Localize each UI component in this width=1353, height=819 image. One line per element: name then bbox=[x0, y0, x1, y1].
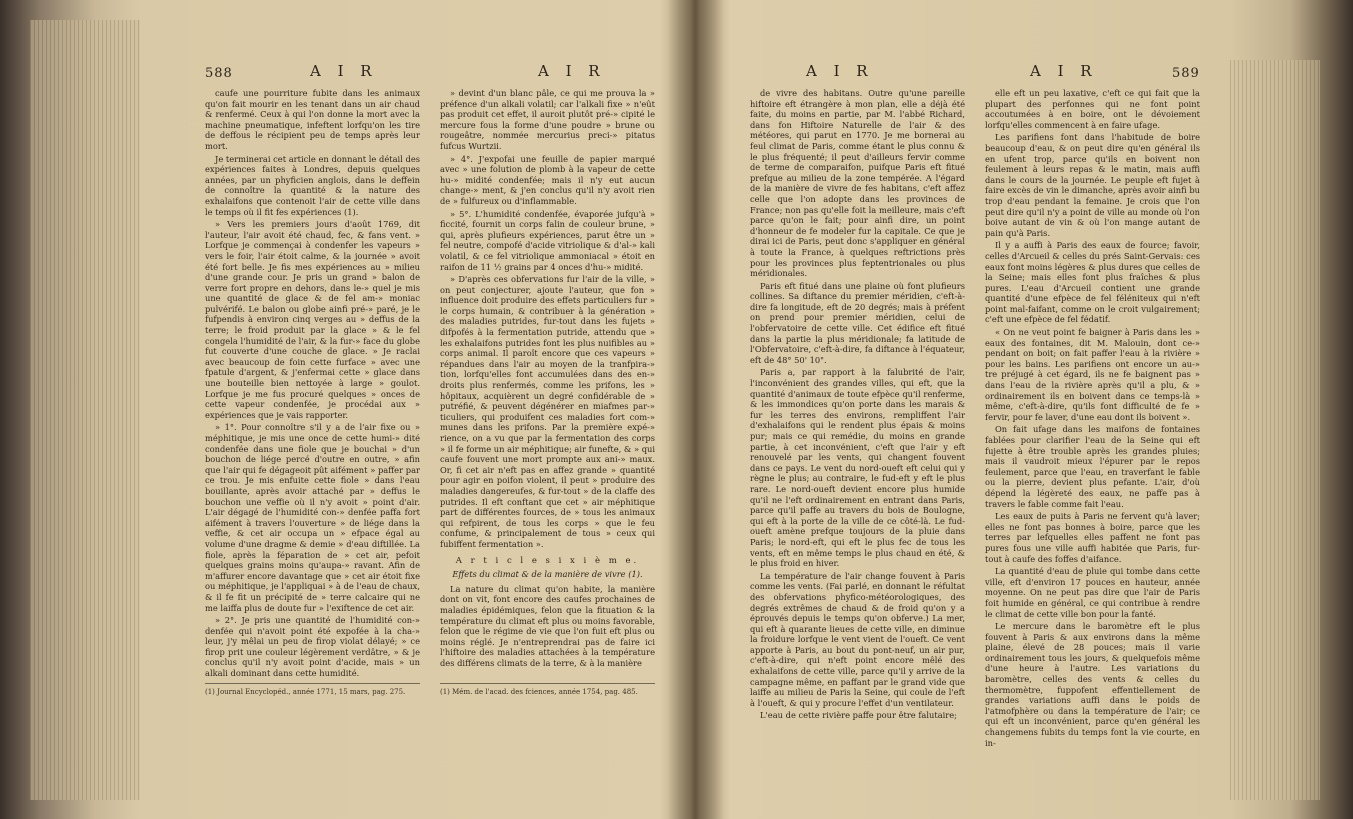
footnote-left: (1) Journal Encyclopéd., année 1771, 15 mars, pag. 275. bbox=[205, 688, 406, 696]
paragraph: On fait ufage dans les maifons de fontaines fablées pour clarifier l'eau de la Seine qui eft fujette à être trouble après les grandes pluies; mais il vaudroit mieux l'épurer par le repos feulement, parce que l'eau, en traverfant le fable ou la pierre, devient plus pefante. L'air, d'où dépend la légèreté des eaux, ne paffe pas à travers le fable comme fait l'eau. bbox=[985, 424, 1200, 509]
left-column-2 bbox=[440, 88, 655, 678]
paragraph: « On ne veut point fe baigner à Paris dans les » eaux des fontaines, dit M. Malouin, dont ce-» pendant on boit; on fait paffer l'eau à la rivière » pour les bains. Les parifiens ont encore un au-» tre préjugé à cet égard, ils ne fe baignent pas » dans l'eau de la rivière après qu'il a plu, & » ordinairement ils en boivent dans ce temps-là » même, c'eft-à-dire, qu'ils font difficulté de fe » fervir, pour fe laver, d'une eau dont ils boivent ». bbox=[985, 327, 1200, 422]
footnote-rule bbox=[205, 683, 420, 684]
paragraph: caufe une pourriture fubite dans les animaux qu'on fait mourir en les tenant dans un air chaud & renfermé. Ceux à qui l'on donne la mort avec la machine pneumatique, infeftent lorfqu'on les tire de deffous le récipient peu de temps après leur mort. bbox=[205, 88, 420, 151]
paragraph: Les eaux de puits à Paris ne fervent qu'à laver; elles ne font pas bonnes à boire, parce que les terres par lefquelles elles paffent ne font pas pures fous une ville auffi habitée que Paris, fur-tout à caufe des foffes d'aifance. bbox=[985, 511, 1200, 564]
paragraph: Paris a, par rapport à la falubrité de l'air, l'inconvénient des grandes villes, qui eft, que la quantité d'animaux de toute efpèce qu'il renferme, & les immondices qu'on porte dans les marais & fur les terres des environs, rempliffent l'air d'exhalaifons qui le rendent plus épais & moins pur; mais ce qui remédie, du moins en grande partie, à cet inconvénient, c'eft que l'air y eft renouvelé par les vents, qui changent fouvent dans ce pays. Le vent du nord-oueft eft celui qui y règne le plus; au contraire, le fud-eft y eft le plus rare. Le nord-oueft devient encore plus humide qu'il ne l'eft ordinairement en entrant dans Paris, parce qu'il paffe au travers du bois de Boulogne, qui eft à la porte de la ville de ce côté-là. Le fud-oueft amène prefque toujours de la pluie dans Paris; le nord-eft, qui eft le plus fec de tous les vents, eft en même temps le plus chaud en été, & le plus froid en hiver. bbox=[750, 367, 965, 569]
book-gutter bbox=[668, 0, 724, 819]
right-page-number: 589 bbox=[1172, 66, 1200, 81]
paragraph: » 5°. L'humidité condenfée, évaporée jufqu'à » ficcité, fournit un corps falin de couleur brune, » qui, après plufieurs expériences, parut être un » fel neutre, compofé d'acide vitriolique & d'al-» kali volatil, & ce fel vitriolique ammoniacal » étoit en raifon de 11 ½ grains par 4 onces d'hu-» midité. bbox=[440, 208, 655, 272]
paragraph: elle eft un peu laxative, c'eft ce qui fait que la plupart des perfonnes qui ne font point accoutumées à en boire, ont le dévoiement lorfqu'elles commencent à en faire ufage. bbox=[985, 88, 1200, 130]
paragraph: Paris eft fitué dans une plaine où font plufieurs collines. Sa diftance du premier méridien, c'eft-à-dire fa longitude, eft de 20 degrés; mais à préfent on prend pour premier méridien, celui de l'obfervatoire de cette ville. Cet édifice eft fitué dans la partie la plus méridionale; fa latitude de l'Obfervatoire, c'eft-à-dire, fa diftance à l'équateur, eft de 48° 50' 10". bbox=[750, 280, 965, 365]
footnote-right-column: (1) Mém. de l'acad. des fciences, année 1754, pag. 485. bbox=[440, 688, 638, 696]
footnote-rule bbox=[440, 683, 655, 684]
right-header-left: A I R bbox=[806, 62, 874, 80]
right-page-stack bbox=[1230, 60, 1320, 800]
left-header-left: A I R bbox=[310, 62, 378, 80]
right-column-1 bbox=[750, 88, 965, 788]
right-header-right: A I R bbox=[1030, 62, 1098, 80]
paragraph: » 4°. J'expofai une feuille de papier marqué avec » une folution de plomb à la vapeur de cette hu-» midité condenfée; mais il n'y eut aucun change-» ment, & j'en conclus qu'il n'y avoit rien de » fulfureux ou d'inflammable. bbox=[440, 153, 655, 206]
paragraph: » Vers les premiers jours d'août 1769, dit l'auteur, l'air avoit été chaud, fec, & fans vent. » Lorfque je commençai à condenfer les vapeurs » vers le foir, l'air étoit calme, & la journée » avoit été fort belle. Je fis mes expériences au » milieu d'une grande cour. Je pris un grand » balon de verre fort propre en dehors, dans le-» quel je mis une quantité de glace & de fel am-» moniac pulvérifé. Le balon ou globe ainfi pré-» paré, je le fufpendis à environ cinq verges au » deffus de la terre; le froid produit par la glace » & le fel congela l'humidité de l'air, & la fur-» face du globe fut couverte d'une couche de glace. » Je raclai avec beaucoup de foin cette furface » avec une fpatule d'argent, & j'enfermai cette » glace dans une bouteille bien nettoyée à large » goulot. Lorfque je me fus procuré quelques » onces de cette vapeur condenfée, je procédai aux » expériences que je vais rapporter. bbox=[205, 219, 420, 420]
paragraph: La quantité d'eau de pluie qui tombe dans cette ville, eft d'environ 17 pouces en hauteur, année moyenne. On ne peut pas dire que l'air de Paris foit humide en général, ce qui contribue à rendre le climat de cette ville bon pour la fanté. bbox=[985, 566, 1200, 619]
paragraph: La nature du climat qu'on habite, la manière dont on vit, font encore des caufes prochaines de maladies épidémiques, felon que la fituation & la température du climat eft plus ou moins favorable, felon que le régime de vie que l'on fuit eft plus ou moins réglé. Je n'entreprendrai pas de faire ici l'hiftoire des maladies attachées à la température des différens climats de la terre, & à la manière bbox=[440, 583, 655, 668]
paragraph: Les parifiens font dans l'habitude de boire beaucoup d'eau, & on peut dire qu'en général ils en ufent trop, parce qu'ils en boivent non feulement à leurs repas & le matin, mais auffi dans le cours de la journée. Le peuple eft fujet à faire excès de vin le dimanche, après avoir ainfi bu trop d'eau pendant la femaine. Je crois que l'on peut dire qu'il n'y a point de ville au monde où l'on boive autant de vin & où l'on mange autant de pain qu'à Paris. bbox=[985, 132, 1200, 238]
paragraph: » 1°. Pour connoître s'il y a de l'air fixe ou » méphitique, je mis une once de cette humi-» dité condenfée dans une fiole que je bouchai » d'un bouchon de liége percé d'outre en outre, » afin que l'air qui fe dégageoit pût aifément » paffer par ce trou. Je mis enfuite cette fiole » dans l'eau bouillante, après avoir attaché par » deffus le bouchon une veffie où il n'y avoit » point d'air. L'air dégagé de l'humidité con-» denfée paffa fort aifément à travers l'ouverture » de liége dans la veffie, & cet air occupa un » efpace égal au volume d'une dragme & demie » d'eau diftillée. La fiole, après la féparation de » cet air, pefoit quelques grains moins qu'aupa-» ravant. Afin de m'affurer encore davantage que » cet air étoit fixe ou méphitique, je l'appliquai » à de l'eau de chaux, & il fe fit un précipité de » terre calcaire qui ne me laiffa plus de doute fur » l'exiftence de cet air. bbox=[205, 422, 420, 613]
section-title: A r t i c l e s i x i è m e. bbox=[455, 555, 640, 566]
paragraph: de vivre des habitans. Outre qu'une pareille hiftoire eft étrangère à mon plan, elle a déjà été faite, du moins en partie, par M. l'abbé Richard, dans fon Hiftoire Naturelle de l'air & des météores, qui parut en 1770. Je me bornerai au feul climat de Paris, comme étant le plus connu & le plus fréquenté; il peut d'ailleurs fervir comme de terme de comparaifon, puifque Paris eft fitué prefque au milieu de la zone tempérée. A l'égard de la manière de vivre de fes habitans, c'eft affez celle que l'on adopte dans les provinces de France; non pas qu'elle foit la meilleure, mais c'eft parce qu'on le fait; pour ainfi dire, un point d'honneur de fe modeler fur la capitale. Ce que je dirai ici de Paris, peut donc s'appliquer en général à toute la France, à quelques reftrictions près pour les provinces plus feptentrionales ou plus méridionales. bbox=[750, 88, 965, 279]
paragraph: » 2°. Je pris une quantité de l'humidité con-» denfée qui n'avoit point été expofée à la cha-» leur, j'y mêlai un peu de firop violat délayé; » ce firop prit une couleur légèrement verdâtre, » & je conclus qu'il n'y avoit point d'acide, mais » un alkali dominant dans cette humidité. bbox=[205, 615, 420, 678]
left-page-stack bbox=[30, 20, 140, 800]
paragraph: La température de l'air change fouvent à Paris comme les vents. (Fai parlé, en donnant le réfultat des obfervations phyfico-météorologiques, des degrés extrêmes de chaud & de froid qu'on y a éprouvés depuis le temps qu'on obferve.) La mer, qui eft à quarante lieues de cette ville, en diminue la froidure lorfque le vent vient de l'oueft. Ce vent apporte à Paris, au bout du pont-neuf, un air pur, c'eft-à-dire, qui n'eft point encore mêlé des exhalaifons de cette ville, parce qu'il y arrive de la campagne même, en paffant par le grand vide que laiffe au milieu de Paris la Seine, qui coule de l'eft à l'oueft, & qui y procure l'effet d'un ventilateur. bbox=[750, 570, 965, 708]
left-page-number: 588 bbox=[205, 66, 233, 81]
left-column-1 bbox=[205, 88, 420, 678]
paragraph: L'eau de cette rivière paffe pour être falutaire; bbox=[760, 710, 957, 721]
paragraph: Je terminerai cet article en donnant le détail des expériences faites à Londres, depuis quelques années, par un phyficien anglois, dans le deffein de connoître la quantité & la nature des exhalaifons que contenoit l'air de cette ville dans le temps où il fit fes expériences (1). bbox=[205, 153, 420, 217]
section-subtitle: Effets du climat & de la manière de vivre (1). bbox=[452, 569, 643, 580]
paragraph: Il y a auffi à Paris des eaux de fource; favoir, celles d'Arcueil & celles du prés Saint-Gervais: ces eaux font moins légères & plus dures que celles de la Seine; mais elles font plus fraîches & plus pures. L'eau d'Arcueil contient une grande quantité d'une efpèce de fel féléniteux qui n'eft point mal-faifant, comme on le croit vulgairement; c'eft une efpèce de fel fédatif. bbox=[985, 240, 1200, 325]
paragraph: » D'après ces obfervations fur l'air de la ville, » on peut conjecturer, ajoute l'auteur, que fon » influence doit produire des effets particuliers fur » le corps humain, & contribuer à la génération » des maladies putrides, fur-tout dans les fujets » difpofés à la fermentation putride, attendu que » les exhalaifons putrides font les plus nuifibles au » corps animal. Il paroît encore que ces vapeurs » répandues dans l'air au moyen de la tranfpira-» tion, lorfqu'elles font accumulées dans des en-» droits plus renfermés, comme les prifons, les » hôpitaux, acquièrent un degré confidérable de » putréfié, & peuvent dégénérer en miafmes par-» ticuliers, qui produifent ces maladies fort com-» munes dans les prifons. Par la première expé-» rience, on a vu que par la fermentation des corps » il fe forme un air méphitique; air funefte, & » qui caufe fouvent une mort prompte aux ani-» maux. Or, fi cet air n'eft pas en affez grande » quantité pour agir en poifon violent, il peut » produire des maladies dangereufes, & fur-tout » de la claffe des putrides. Il eft conftant que cet » air méphitique part de différentes fources, de » tous les animaux qui refpirent, de tous les corps » que le feu confume, & principalement de tous » ceux qui fubiffent fermentation ». bbox=[440, 274, 655, 549]
paragraph: Le mercure dans le baromètre eft le plus fouvent à Paris & aux environs dans la même plaine, élevé de 28 pouces; mais il varie ordinairement tous les jours, & quelquefois même d'une heure à l'autre. Les variations du baromètre, celles des vents & celles du thermomètre, fuppofent effentiellement de grandes variations auffi dans le poids de l'atmofphère ou dans la température de l'air; ce qui eft un inconvénient, parce qu'en général les changemens fubits du temps font la vie courte, en in- bbox=[985, 621, 1200, 748]
left-header-right: A I R bbox=[538, 62, 606, 80]
paragraph: » devint d'un blanc pâle, ce qui me prouva la » préfence d'un alkali volatil; car l'alkali fixe » n'eût pas produit cet effet, il auroit plutôt pré-» cipité le mercure fous la forme d'une poudre » brune ou rougeâtre, nommée mercurius preci-» pitatus fufcus Wurtzii. bbox=[440, 88, 655, 151]
right-column-2 bbox=[985, 88, 1200, 788]
